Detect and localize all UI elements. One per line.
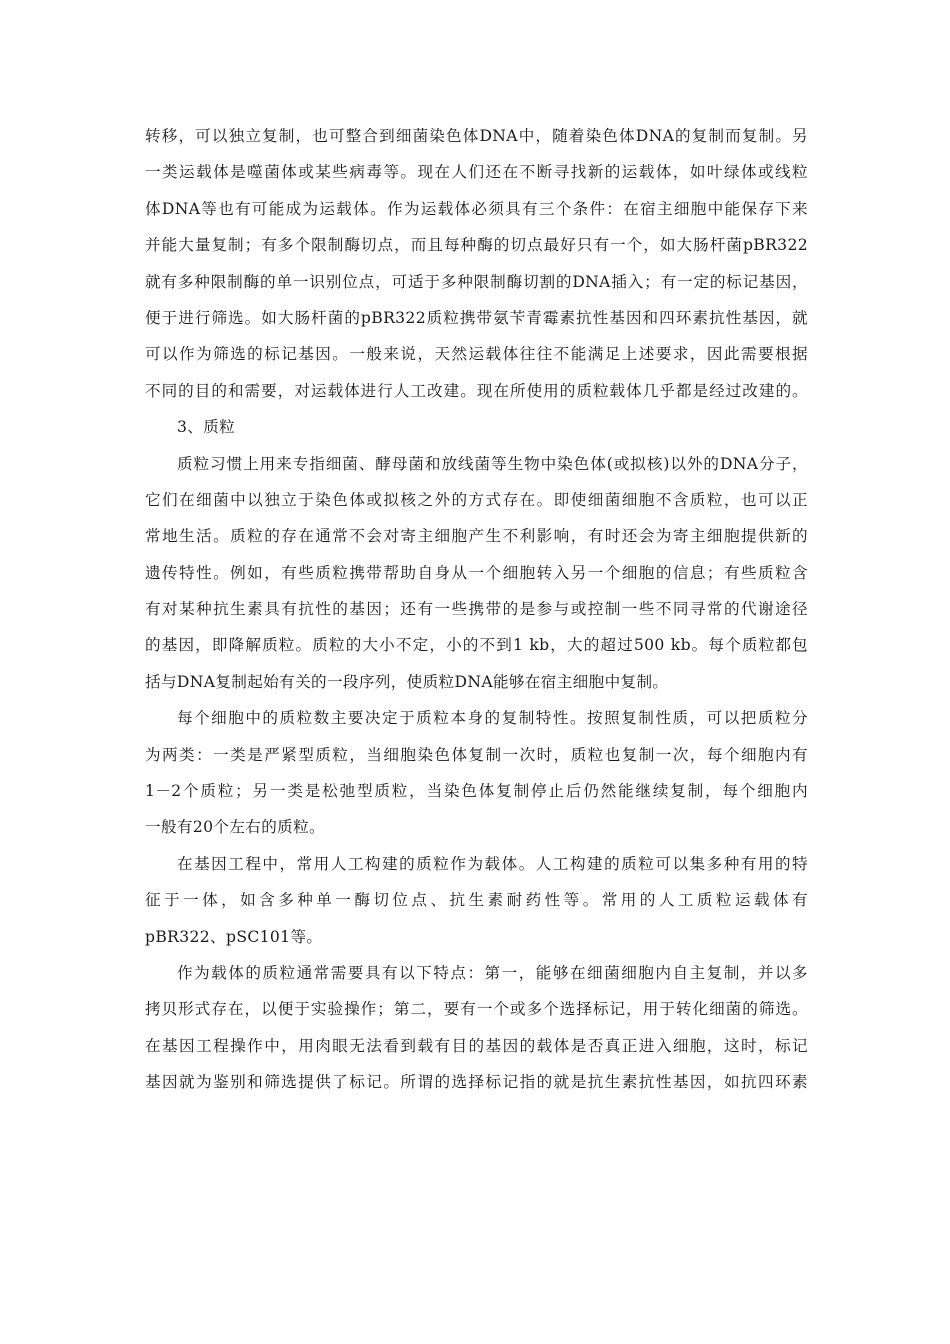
text-line: 转移，可以独立复制，也可整合到细菌染色体DNA中，随着染色体DNA的复制而复制。另	[145, 127, 808, 145]
text-line: 作为载体的质粒通常需要具有以下特点：第一，能够在细菌细胞内自主复制，并以多	[177, 963, 808, 982]
text-line: 遗传特性。例如，有些质粒携带帮助自身从一个细胞转入另一个细胞的信息；有些质粒含	[145, 563, 808, 582]
text-line: pBR322、pSC101等。	[145, 927, 323, 946]
text-line: 在基因工程操作中，用肉眼无法看到载有目的基因的载体是否真正进入细胞，这时，标记	[145, 1036, 808, 1055]
text-line: 不同的目的和需要，对运载体进行人工改建。现在所使用的质粒载体几乎都是经过改建的。	[145, 381, 808, 400]
text-line: 一类运载体是噬菌体或某些病毒等。现在人们还在不断寻找新的运载体，如叶绿体或线粒	[145, 163, 808, 182]
text-line: 在基因工程中，常用人工构建的质粒作为载体。人工构建的质粒可以集多种有用的特	[177, 854, 808, 873]
text-line: 基因就为鉴别和筛选提供了标记。所谓的选择标记指的就是抗生素抗性基因，如抗四环素	[145, 1073, 808, 1092]
text-line: 质粒习惯上用来专指细菌、酵母菌和放线菌等生物中染色体(或拟核)以外的DNA分子，	[177, 454, 808, 473]
document-page	[145, 118, 808, 1101]
text-line: 征于一体，如含多种单一酶切位点、抗生素耐药性等。常用的人工质粒运载体有	[145, 891, 808, 910]
text-line: 有对某种抗生素具有抗性的基因；还有一些携带的是参与或控制一些不同寻常的代谢途径	[145, 600, 808, 619]
text-line: 可以作为筛选的标记基因。一般来说，天然运载体往往不能满足上述要求，因此需要根据	[145, 345, 808, 364]
text-line: 就有多种限制酶的单一识别位点，可适于多种限制酶切割的DNA插入；有一定的标记基因，	[145, 272, 808, 291]
text-line: 拷贝形式存在，以便于实验操作；第二，要有一个或多个选择标记，用于转化细菌的筛选。	[145, 1000, 808, 1019]
text-line: 体DNA等也有可能成为运载体。作为运载体必须具有三个条件：在宿主细胞中能保存下来	[145, 199, 808, 218]
text-line: 并能大量复制；有多个限制酶切点，而且每种酶的切点最好只有一个，如大肠杆菌pBR322	[145, 236, 808, 255]
text-line: 便于进行筛选。如大肠杆菌的pBR322质粒携带氨苄青霉素抗性基因和四环素抗性基因，就	[145, 308, 808, 327]
document-body	[145, 118, 808, 1101]
text-line: 括与DNA复制起始有关的一段序列，使质粒DNA能够在宿主细胞中复制。	[145, 672, 669, 691]
text-line: 的基因，即降解质粒。质粒的大小不定，小的不到1 kb，大的超过500 kb。每个质粒都包	[145, 636, 808, 655]
text-line: 常地生活。质粒的存在通常不会对寄主细胞产生不利影响，有时还会为寄主细胞提供新的	[145, 527, 808, 546]
text-line: 它们在细菌中以独立于染色体或拟核之外的方式存在。即使细菌细胞不含质粒，也可以正	[145, 490, 808, 509]
text-line: 1－2个质粒；另一类是松弛型质粒，当染色体复制停止后仍然能继续复制，每个细胞内	[145, 782, 808, 801]
text-line: 3、质粒	[177, 418, 236, 437]
text-line: 为两类：一类是严紧型质粒，当细胞染色体复制一次时，质粒也复制一次，每个细胞内有	[145, 745, 808, 764]
text-line: 一般有20个左右的质粒。	[145, 818, 325, 837]
text-line: 每个细胞中的质粒数主要决定于质粒本身的复制特性。按照复制性质，可以把质粒分	[177, 709, 808, 728]
